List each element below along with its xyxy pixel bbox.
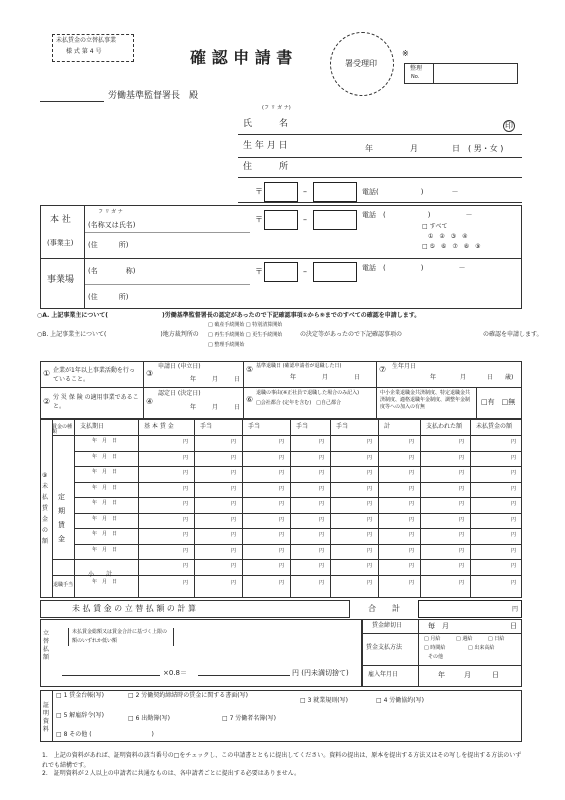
seiri-label: 整理 (410, 65, 423, 72)
unpaid-header-0: 支払期日 (80, 423, 105, 430)
item6-no: ⑥ (246, 395, 254, 404)
item3-label: 申請日 (申立日) (158, 363, 201, 370)
shokei-yen-9: 円 (459, 563, 465, 569)
honsha-label: 本 社 (50, 215, 71, 225)
evidence-attendance[interactable]: □ 6 出勤簿(写) (128, 715, 170, 722)
applicant-postal-1[interactable] (264, 182, 298, 202)
dob-label: 生 年 月 日 (243, 141, 288, 151)
taishoku-yen-5: 円 (279, 580, 285, 586)
unpaid-header-1: 基 本 賃 金 (144, 423, 174, 430)
total-field[interactable] (418, 600, 522, 618)
shokei-yen-4: 円 (231, 563, 237, 569)
dob-day: 日 (452, 144, 460, 153)
unpaid-row-4-yen-5: 円 (279, 501, 285, 507)
pay-opt-piece[interactable]: □ 出来高給 (468, 645, 495, 651)
hire-day: 日 (492, 671, 499, 679)
unpaid-row-1-yen-7: 円 (367, 454, 373, 461)
unpaid-row-0-yen-5: 円 (279, 439, 285, 445)
scope-circles-2: □ ⑤ ⑥ ⑦ ⑧ ⑨ (422, 243, 481, 250)
unpaid-row-7-yen-4: 円 (231, 547, 237, 554)
item7-no: ⑦ (379, 365, 387, 374)
unpaid-row-0-yen-3: 円 (183, 439, 189, 445)
decl-opt1: □ 破産手続開始 □ 特別清算開始 (208, 322, 283, 328)
unpaid-row-3-yen-9: 円 (459, 485, 465, 492)
unpaid-header-7: 支払われた額 (426, 423, 463, 430)
item3-day: 日 (234, 376, 241, 383)
unpaid-row-5-date: 年 月 日 (92, 515, 118, 522)
unpaid-table (40, 419, 522, 598)
unpaid-row-4-yen-8: 円 (409, 501, 415, 507)
postal-mark: 〒 (255, 187, 263, 196)
unpaid-row-1-yen-8: 円 (409, 454, 415, 461)
total-yen: 円 (512, 606, 519, 613)
unpaid-header-8: 未払賃金の額 (476, 423, 513, 430)
employer-address-label: (住 所) (88, 241, 129, 249)
unpaid-row-0-yen-4: 円 (231, 439, 237, 445)
evidence-rules[interactable]: □ 3 就業規則(写) (300, 697, 348, 704)
evidence-wage-ledger[interactable]: □ 1 賃金台帳(写) (56, 692, 104, 699)
unpaid-row-4-yen-10: 円 (511, 501, 517, 507)
item5-no: ⑤ (246, 365, 254, 374)
scope-circles-1: ① ② ③ ④ (428, 233, 468, 240)
unpaid-row-2-yen-3: 円 (183, 470, 189, 476)
shokei-yen-8: 円 (409, 563, 415, 569)
unpaid-row-2-yen-10: 円 (511, 470, 517, 476)
decl-b3: の確認を申請します。 (483, 331, 543, 338)
item6-label: 退職の事由(※正社員で退職した場合のみ記入) (256, 390, 360, 396)
unpaid-row-0-yen-6: 円 (319, 439, 325, 445)
jigyojo-address-label: (住 所) (88, 293, 129, 301)
unpaid-row-2-yen-6: 円 (319, 470, 325, 476)
unpaid-row-4-yen-4: 円 (231, 501, 237, 507)
note-1: 1. 上記の資料があれば、証明資料の該当番号の□をチェックし、この申請書とともに提出してください。資料の提出は、原本を提出する方法又はその写しを提出する方法のいずれでも結構です。 (42, 752, 522, 769)
shokei-yen-3: 円 (183, 563, 189, 569)
unpaid-row-5-yen-6: 円 (319, 516, 325, 523)
item8-label: 中小企業退職金共済制度、特定退職金共済制度、適格退職年金制度、調整年金制度等への加入の有無 (380, 390, 471, 410)
shokei-yen-5: 円 (279, 563, 285, 569)
taishoku-date: 年 月 日 (92, 579, 118, 585)
unpaid-row-1-yen-6: 円 (319, 454, 325, 461)
taishoku-label: 退職手当 (53, 582, 74, 588)
hire-date-label: 雇入年月日 (368, 671, 399, 678)
item2-no: ② (43, 397, 51, 406)
taishoku-yen-8: 円 (409, 580, 415, 586)
calc-note: 未払賃金総額又は賃金合計に基づく上限の額のいずれか低い額 (68, 628, 174, 646)
item5-label: 基準退職日 (確認申請者が退職した日) (256, 363, 342, 369)
calc-title: 未 払 賃 金 の 立 替 払 額 の 計 算 (72, 604, 196, 613)
employer-postal-mark: 〒 (255, 215, 263, 224)
item4-day: 日 (234, 404, 241, 411)
employer-postal-2[interactable] (313, 210, 357, 230)
taishoku-yen-9: 円 (459, 580, 465, 586)
page-title: 確 認 申 請 書 (190, 48, 293, 67)
wage-type-label: 賃金の種類 (52, 424, 73, 435)
jigyojo-tel: 電話 ( ) － (362, 264, 466, 272)
cutoff-day: 日 (510, 622, 517, 630)
total-label: 合 計 (368, 604, 400, 613)
pay-opt-hourly[interactable]: □ 時間給 (424, 645, 446, 651)
hire-month: 月 (464, 671, 471, 679)
unpaid-row-3-yen-4: 円 (231, 485, 237, 492)
scope-all: □ すべて (422, 223, 448, 230)
cutoff-label: 賃金締切日 (372, 622, 403, 629)
times-rate: ×0.8＝ (163, 669, 187, 677)
unpaid-row-4-yen-6: 円 (319, 501, 325, 507)
unpaid-row-2-yen-9: 円 (459, 470, 465, 476)
form-tag-line2: 様 式 第 4 号 (66, 48, 102, 55)
unpaid-header-5: 手当 (336, 423, 349, 430)
name-label: 氏 名 (243, 119, 289, 129)
shokei-label: 小 計 (88, 571, 113, 578)
unpaid-row-6-yen-9: 円 (459, 532, 465, 538)
shokei-yen-10: 円 (511, 563, 517, 569)
evidence-side-label: 証明資料 (43, 702, 50, 733)
taishoku-yen-7: 円 (367, 580, 373, 586)
unpaid-row-3-yen-3: 円 (183, 485, 189, 492)
item4-year: 年 (190, 404, 197, 411)
item7-month: 月 (460, 374, 467, 381)
unpaid-row-1-date: 年 月 日 (92, 453, 118, 460)
item7-age: 歳) (505, 374, 514, 381)
shokei-yen-6: 円 (319, 563, 325, 569)
unpaid-row-2-yen-5: 円 (279, 470, 285, 476)
pay-method-label: 賃金支払方法 (366, 644, 403, 651)
jigyojo-postal-1[interactable] (264, 262, 298, 282)
decl-b2: の決定等があったので下記確認事項の (300, 331, 402, 338)
note-2: 2. 証明資料が２人以上の申請者に共通なものは、各申請者ごとに提出する必要はありません。 (42, 770, 301, 777)
unpaid-row-1-yen-9: 円 (459, 454, 465, 461)
jigyojo-name-label: (名 称) (88, 267, 136, 275)
seal-mark: 印 (505, 121, 513, 130)
item3-month: 月 (212, 376, 219, 383)
calc-result: 円 (円未満切捨て) (292, 669, 349, 677)
unpaid-row-2-yen-7: 円 (367, 470, 373, 476)
unpaid-row-7-date: 年 月 日 (92, 546, 118, 553)
unpaid-row-3-yen-6: 円 (319, 485, 325, 492)
unpaid-row-7-yen-5: 円 (279, 547, 285, 554)
unpaid-row-1-yen-10: 円 (511, 454, 517, 461)
unpaid-row-0-yen-9: 円 (459, 439, 465, 445)
employer-tel: 電話 ( ) － (362, 211, 473, 219)
unpaid-row-0-yen-7: 円 (367, 439, 373, 445)
unpaid-row-3-yen-7: 円 (367, 485, 373, 492)
unpaid-row-6-yen-6: 円 (319, 532, 325, 538)
jigyojo-postal-mark: 〒 (255, 267, 263, 276)
unpaid-row-7-yen-3: 円 (183, 547, 189, 554)
taishoku-yen-4: 円 (231, 580, 237, 586)
dob-year: 年 (365, 144, 373, 153)
unpaid-row-6-yen-4: 円 (231, 532, 237, 538)
taishoku-yen-10: 円 (511, 580, 517, 586)
unpaid-row-5-yen-4: 円 (231, 516, 237, 523)
unpaid-row-7-yen-8: 円 (409, 547, 415, 554)
item4-label: 認定日 (決定日) (158, 390, 201, 397)
evidence-roster[interactable]: □ 7 労働者名簿(写) (222, 715, 276, 722)
pay-opt-other: その他 (428, 654, 444, 660)
unpaid-row-2-yen-8: 円 (409, 470, 415, 476)
item7-year: 年 (430, 374, 437, 381)
unpaid-row-5-yen-8: 円 (409, 516, 415, 523)
pay-opt-monthly[interactable]: □ 月給 (424, 636, 441, 642)
taishoku-yen-3: 円 (183, 580, 189, 586)
item3-year: 年 (190, 376, 197, 383)
pay-opt-weekly[interactable]: □ 週給 (456, 636, 473, 642)
unpaid-row-4-yen-3: 円 (183, 501, 189, 507)
evidence-agreement[interactable]: □ 4 労働協約(写) (376, 697, 424, 704)
item5-year: 年 (290, 374, 297, 381)
address-label: 住 所 (243, 162, 289, 172)
item4-no: ④ (146, 397, 154, 406)
unpaid-header-3: 手当 (248, 423, 261, 430)
calc-side-label: 立替払額 (43, 630, 50, 661)
unpaid-header-2: 手当 (200, 423, 213, 430)
jigyonushi-label: (事業主) (47, 239, 74, 247)
unpaid-row-0-yen-8: 円 (409, 439, 415, 445)
unpaid-row-7-yen-10: 円 (511, 547, 517, 554)
star-mark: ※ (402, 49, 409, 58)
addressee: 労働基準監督署長 殿 (108, 91, 199, 101)
unpaid-row-6-yen-8: 円 (409, 532, 415, 538)
unpaid-row-3-yen-10: 円 (511, 485, 517, 492)
unpaid-row-0-date: 年 月 日 (92, 438, 118, 444)
unpaid-row-6-yen-7: 円 (367, 532, 373, 538)
unpaid-row-0-yen-10: 円 (511, 439, 517, 445)
unpaid-row-5-yen-9: 円 (459, 516, 465, 523)
decl-opt2: □ 再生手続開始 □ 更生手続開始 (208, 332, 283, 338)
hire-year: 年 (438, 671, 445, 679)
decl-opt3: □ 整理手続開始 (208, 342, 245, 348)
item3-no: ③ (146, 369, 154, 378)
unpaid-row-6-yen-10: 円 (511, 532, 517, 538)
unpaid-row-1-yen-4: 円 (231, 454, 237, 461)
unpaid-row-7-yen-6: 円 (319, 547, 325, 554)
jigyojo-postal-2[interactable] (313, 262, 357, 282)
shokei-yen-7: 円 (367, 563, 373, 569)
receipt-stamp-label: 署受理印 (345, 59, 377, 68)
decl-a: ○A. 上記事業主について( )労働基準監督署長の認定があったので下記確認事項①から⑨までのすべての確認を申請します。 (37, 312, 421, 319)
employer-postal-1[interactable] (264, 210, 298, 230)
employer-name-label: (名称又は氏名) (88, 221, 136, 229)
item6-options[interactable]: □会社都合 (定年を含む) □自己都合 (256, 400, 341, 406)
gender-select[interactable]: ( 男・女 ) (468, 144, 504, 153)
evidence-other[interactable]: □ 8 その他 ( ) (56, 731, 154, 738)
unpaid-row-6-yen-5: 円 (279, 532, 285, 538)
item2-text: 労 災 保 険 の適用事業であること。 (53, 394, 139, 410)
unpaid-row-5-yen-10: 円 (511, 516, 517, 523)
unpaid-side-label: ⑨ 未払賃金の額 (42, 472, 49, 545)
item5-month: 月 (322, 374, 329, 381)
unpaid-row-5-yen-5: 円 (279, 516, 285, 523)
furigana-label: (フ リ ガ ナ) (262, 105, 291, 111)
cutoff-mai: 毎 月 (428, 622, 449, 630)
applicant-postal-2[interactable] (313, 182, 357, 202)
item7-day: 日 (487, 374, 494, 381)
unpaid-row-3-yen-8: 円 (409, 485, 415, 492)
unpaid-row-3-yen-5: 円 (279, 485, 285, 492)
unpaid-row-5-yen-7: 円 (367, 516, 373, 523)
item1-text: 企業が1年以上事業活動を行っていること。 (53, 367, 135, 383)
unpaid-row-4-date: 年 月 日 (92, 500, 118, 506)
jigyojo-label: 事業場 (47, 275, 75, 285)
unpaid-header-4: 手当 (296, 423, 309, 430)
applicant-tel: 電話( ) － (362, 188, 459, 196)
evidence-dismissal[interactable]: □ 5 解雇辞令(写) (56, 712, 104, 719)
item1-no: ① (43, 369, 51, 378)
pay-opt-daily[interactable]: □ 日給 (488, 636, 505, 642)
dob-month: 月 (410, 144, 418, 153)
unpaid-row-2-yen-4: 円 (231, 470, 237, 476)
unpaid-header-6: 計 (384, 423, 391, 430)
unpaid-row-5-yen-3: 円 (183, 516, 189, 523)
item5-day: 日 (354, 374, 361, 381)
unpaid-row-4-yen-9: 円 (459, 501, 465, 507)
unpaid-row-1-yen-3: 円 (183, 454, 189, 461)
unpaid-row-2-date: 年 月 日 (92, 469, 118, 475)
unpaid-row-6-date: 年 月 日 (92, 531, 118, 537)
taishoku-yen-6: 円 (319, 580, 325, 586)
item8-options[interactable]: □有 □無 (481, 398, 516, 406)
unpaid-row-3-date: 年 月 日 (92, 484, 118, 491)
unpaid-row-1-yen-5: 円 (279, 454, 285, 461)
item7-label: 生年月日 (392, 363, 417, 370)
employer-furigana: フ リ ガ ナ (98, 209, 123, 215)
teiki-label: 定期賃金 (58, 493, 65, 543)
decl-b1: ○B. 上記事業主について( )地方裁判所の (37, 331, 199, 338)
form-tag-line1: 未払賃金の立替払事業 (56, 37, 117, 44)
unpaid-row-7-yen-7: 円 (367, 547, 373, 554)
unpaid-row-4-yen-7: 円 (367, 501, 373, 507)
seiri-no: No. (411, 74, 420, 80)
evidence-contract[interactable]: □ 2 労働契約締結時の賃金に関する書面(写) (128, 692, 248, 699)
item4-month: 月 (212, 404, 219, 411)
unpaid-row-6-yen-3: 円 (183, 532, 189, 538)
unpaid-row-7-yen-9: 円 (459, 547, 465, 554)
